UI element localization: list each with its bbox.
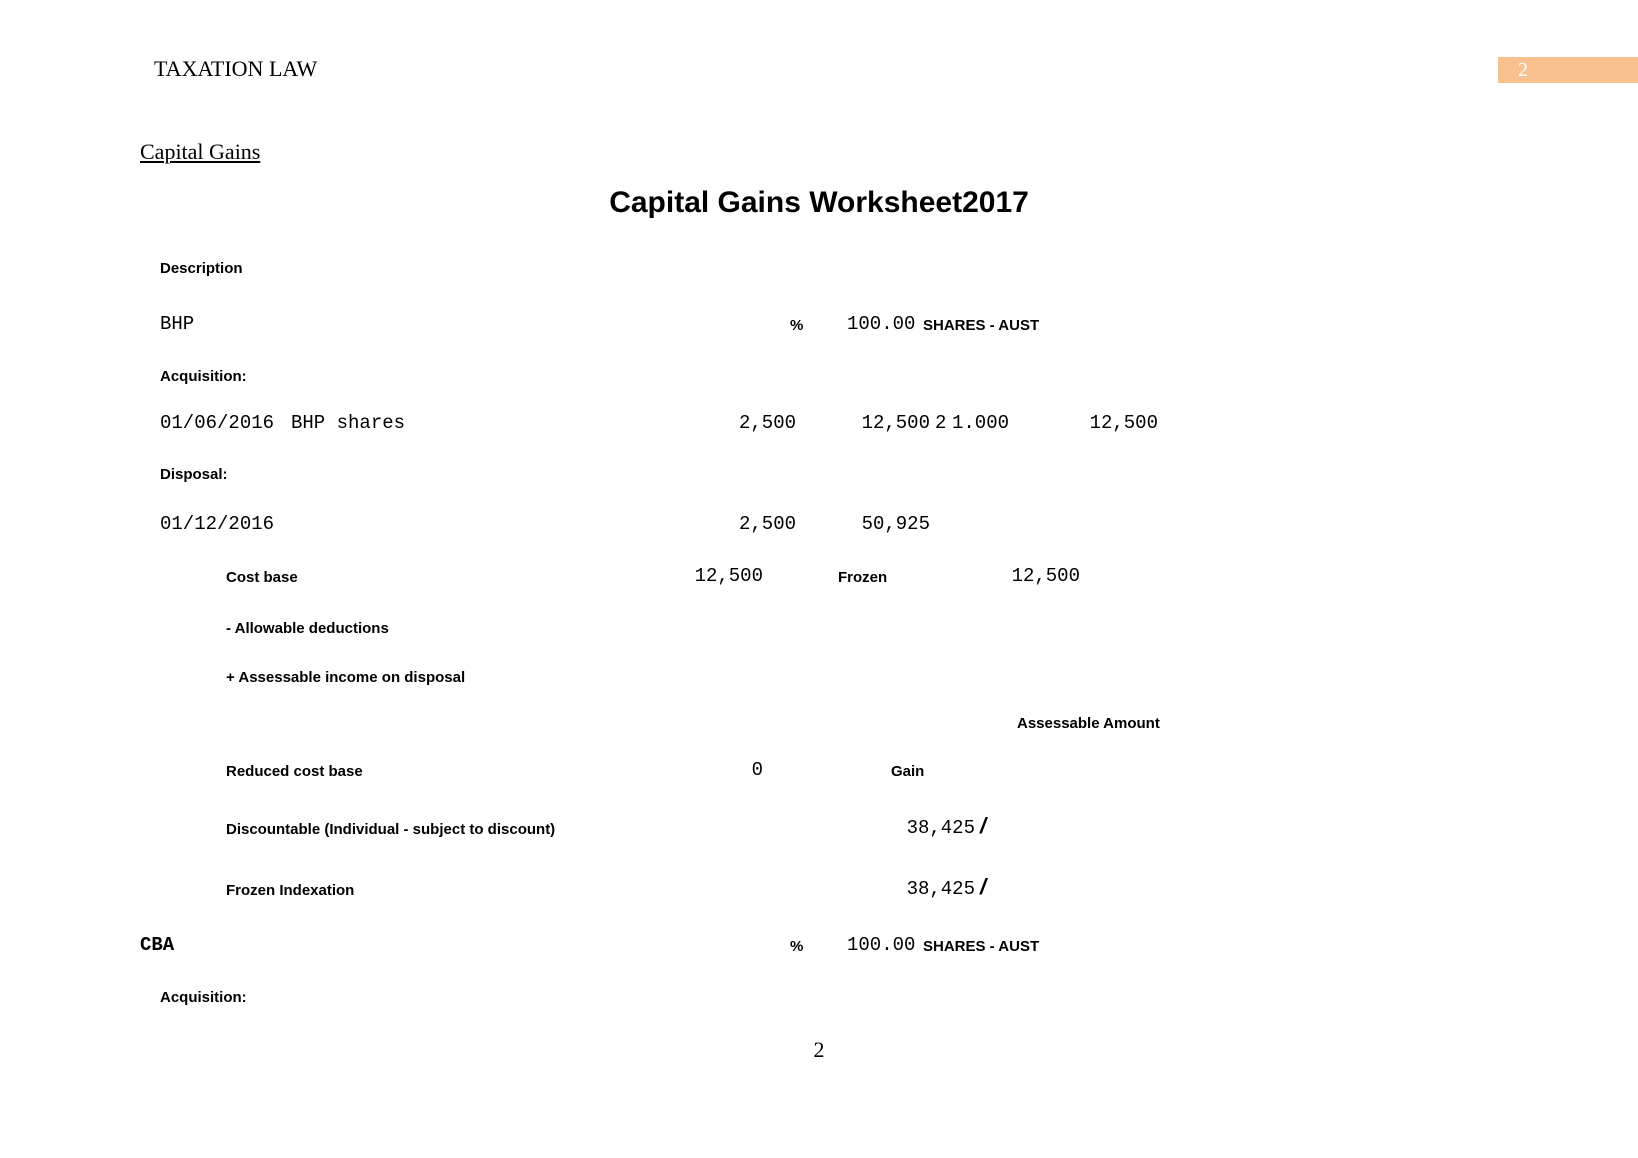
acquisition-method: 2 [935, 412, 947, 434]
frozen-label: Frozen [838, 569, 888, 586]
discountable-value: 38,425 [906, 817, 975, 839]
acquisition-units: 2,500 [738, 412, 796, 434]
assessable-income-label: + Assessable income on disposal [226, 669, 466, 686]
acquisition-label: Acquisition: [160, 368, 247, 385]
section-title: Capital Gains [140, 139, 261, 164]
gain-header: Gain [891, 763, 925, 780]
acquisition-cost: 12,500 [861, 412, 930, 434]
frozen-indexation-checkmark: / [980, 874, 987, 899]
disposal-units: 2,500 [738, 513, 796, 535]
discountable-checkmark: / [980, 813, 987, 838]
disposal-label: Disposal: [160, 466, 228, 483]
ownership-percent: 100.00 [847, 313, 916, 335]
allowable-deductions-label: - Allowable deductions [226, 620, 389, 637]
acquisition-label: Acquisition: [160, 989, 247, 1006]
asset-category: SHARES - AUST [923, 938, 1040, 955]
frozen-indexation-value: 38,425 [906, 878, 975, 900]
ownership-percent: 100.00 [847, 934, 916, 956]
percent-symbol: % [790, 317, 804, 334]
frozen-value: 12,500 [1011, 565, 1080, 587]
asset-name: CBA [140, 934, 175, 956]
cost-base-value: 12,500 [694, 565, 763, 587]
reduced-cost-base-value: 0 [751, 759, 763, 781]
document-header-title: TAXATION LAW [154, 56, 318, 81]
disposal-date: 01/12/2016 [160, 513, 275, 535]
disposal-proceeds: 50,925 [861, 513, 930, 535]
cost-base-label: Cost base [226, 569, 298, 586]
frozen-indexation-label: Frozen Indexation [226, 882, 355, 899]
acquisition-detail: BHP shares [291, 412, 406, 434]
assessable-amount-header: Assessable Amount [1017, 715, 1160, 732]
footer-page-number: 2 [813, 1037, 825, 1062]
description-label: Description [160, 260, 243, 277]
asset-name: BHP [160, 313, 195, 335]
worksheet-title: Capital Gains Worksheet2017 [609, 186, 1029, 219]
asset-category: SHARES - AUST [923, 317, 1040, 334]
acquisition-indexed-cost: 12,500 [1089, 412, 1158, 434]
acquisition-date: 01/06/2016 [160, 412, 275, 434]
page-number-badge: 2 [1498, 57, 1638, 83]
percent-symbol: % [790, 938, 804, 955]
discountable-label: Discountable (Individual - subject to discount) [226, 821, 556, 838]
reduced-cost-base-label: Reduced cost base [226, 763, 363, 780]
acquisition-factor: 1.000 [952, 412, 1010, 434]
